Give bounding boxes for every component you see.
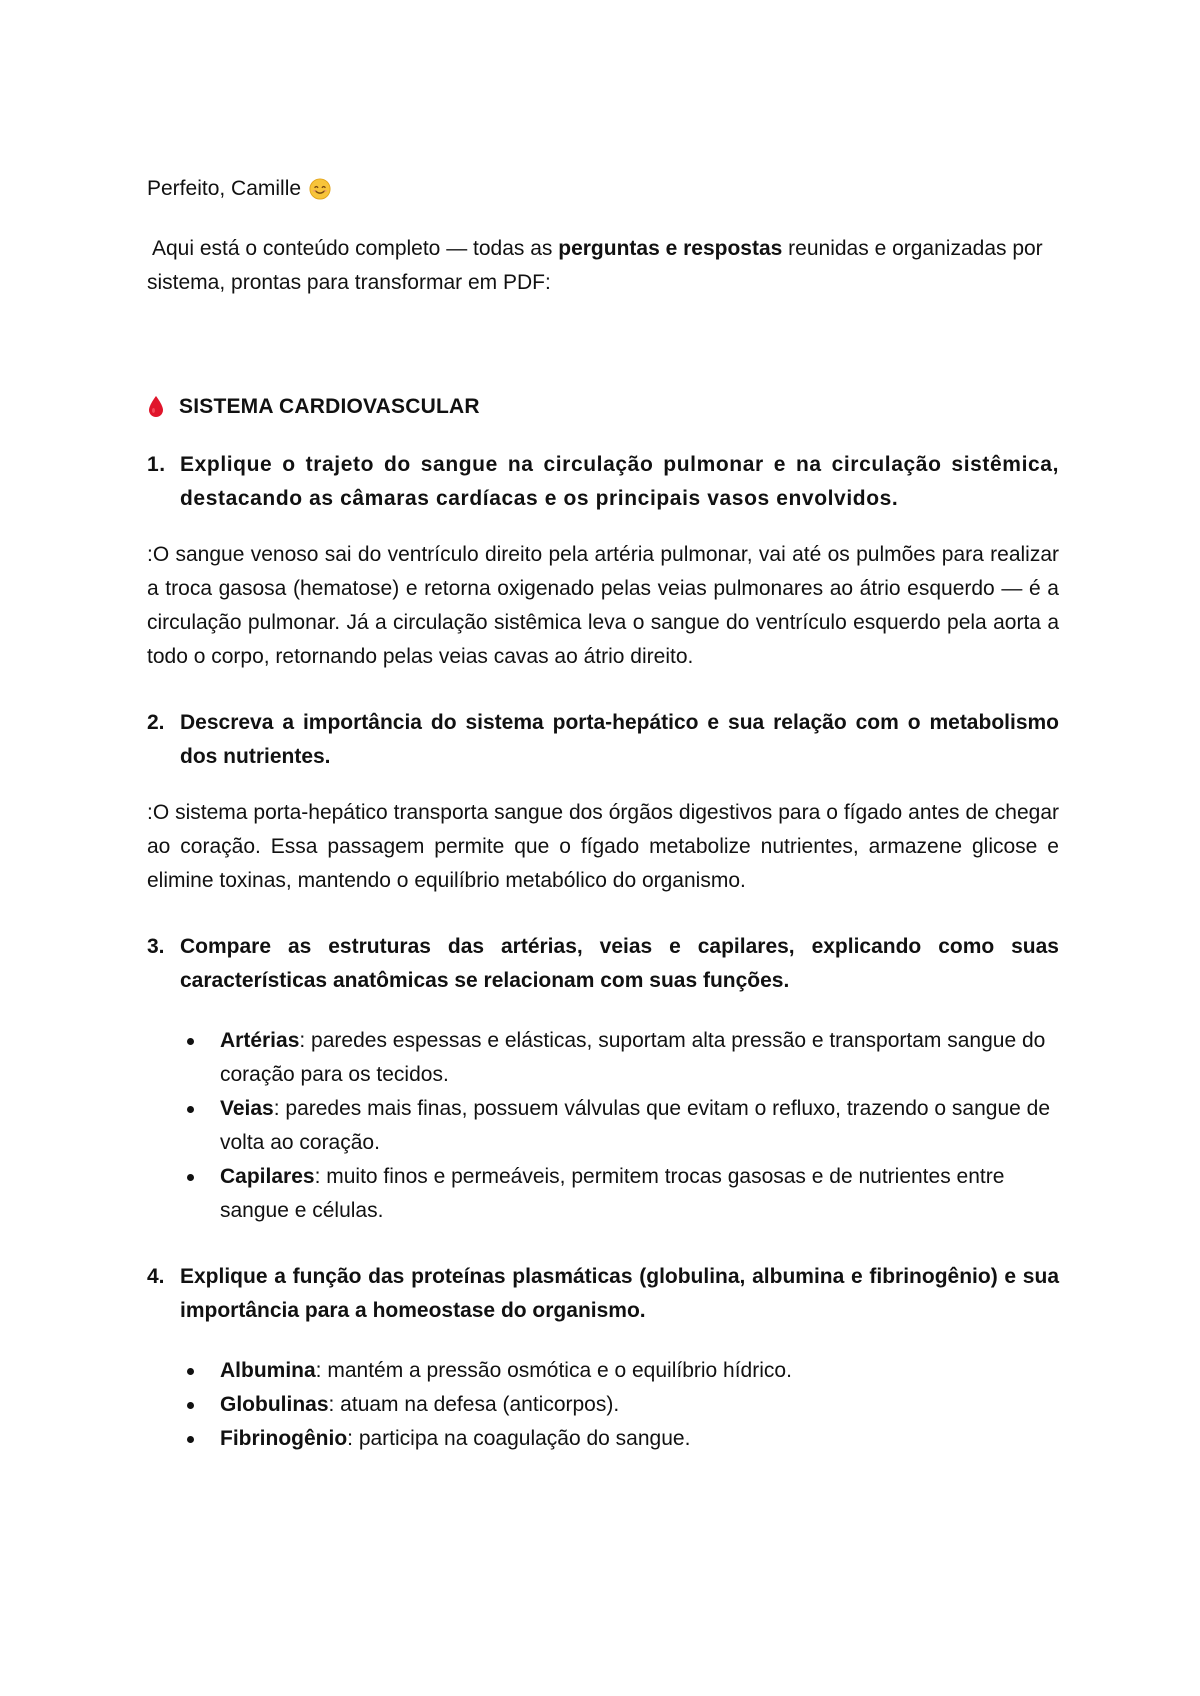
blood-drop-icon — [147, 395, 165, 419]
intro-text-start: Aqui está o conteúdo completo — todas as — [152, 237, 559, 260]
list-item-description: : paredes mais finas, possuem válvulas que evitam o refluxo, trazendo o sangue de volta ao coração. — [220, 1097, 1051, 1154]
greeting-text: Perfeito, Camille — [147, 177, 302, 200]
intro-bold-text: perguntas e respostas — [558, 237, 783, 260]
list-item-term: Albumina — [220, 1359, 316, 1382]
intro-paragraph — [147, 232, 1059, 300]
question-4 — [147, 1260, 1059, 1328]
section-heading — [147, 390, 1059, 424]
question-3 — [147, 930, 1059, 998]
question-text: Explique a função das proteínas plasmáticas (globulina, albumina e fibrinogênio) e sua importância para a homeostase do organismo. — [180, 1265, 1059, 1322]
question-number: 3. — [147, 935, 165, 958]
answer-1: :O sangue venoso sai do ventrículo direito pela artéria pulmonar, vai até os pulmões para realizar a troca gasosa (hematose) e retorna oxigenado pelas veias pulmonares ao átrio esquerdo — é a circulação pulmonar. Já a circulação sistêmica leva o sangue do ventrículo esquerdo pela aorta a todo o corpo, retornando pelas veias cavas ao átrio direito. — [147, 543, 1059, 668]
list-item-description: : mantém a pressão osmótica e o equilíbrio hídrico. — [315, 1359, 792, 1382]
smiling-face-icon — [309, 178, 331, 200]
list-item-description: : paredes espessas e elásticas, suportam alta pressão e transportam sangue do coração para os tecidos. — [220, 1029, 1046, 1086]
list-item — [147, 1160, 1059, 1228]
list-item — [147, 1422, 1059, 1456]
list-item-description: : muito finos e permeáveis, permitem trocas gasosas e de nutrientes entre sangue e células. — [220, 1165, 1005, 1222]
question-number: 4. — [147, 1265, 165, 1288]
list-item-term: Fibrinogênio — [220, 1427, 348, 1450]
document-body — [147, 172, 1059, 1456]
question-text: Compare as estruturas das artérias, veias e capilares, explicando como suas características anatômicas se relacionam com suas funções. — [180, 935, 1059, 992]
greeting-line — [147, 172, 1059, 206]
intro-text-end: reunidas e organizadas por sistema, prontas para transformar em PDF: — [147, 237, 1043, 294]
section-title: SISTEMA CARDIOVASCULAR — [179, 395, 480, 418]
list-item — [147, 1388, 1059, 1422]
answer-3-list — [147, 1024, 1059, 1228]
list-item-description: : atuam na defesa (anticorpos). — [328, 1393, 620, 1416]
question-text: Explique o trajeto do sangue na circulação pulmonar e na circulação sistêmica, destacando as câmaras cardíacas e os principais vasos envolvidos. — [180, 453, 1059, 510]
question-1 — [147, 448, 1059, 516]
list-item — [147, 1024, 1059, 1092]
answer-2: :O sistema porta-hepático transporta sangue dos órgãos digestivos para o fígado antes de chegar ao coração. Essa passagem permite que o fígado metabolize nutrientes, armazene glicose e elimine toxinas, mantendo o equilíbrio metabólico do organismo. — [147, 801, 1059, 892]
list-item-term: Capilares — [220, 1165, 315, 1188]
question-number: 2. — [147, 711, 165, 734]
list-item-term: Veias — [220, 1097, 274, 1120]
answer-4-list — [147, 1354, 1059, 1456]
list-item-term: Artérias — [220, 1029, 300, 1052]
list-item — [147, 1354, 1059, 1388]
question-text: Descreva a importância do sistema porta-hepático e sua relação com o metabolismo dos nutrientes. — [180, 711, 1059, 768]
list-item-description: : participa na coagulação do sangue. — [347, 1427, 691, 1450]
question-number: 1. — [147, 453, 166, 476]
list-item — [147, 1092, 1059, 1160]
list-item-term: Globulinas — [220, 1393, 329, 1416]
question-2 — [147, 706, 1059, 774]
